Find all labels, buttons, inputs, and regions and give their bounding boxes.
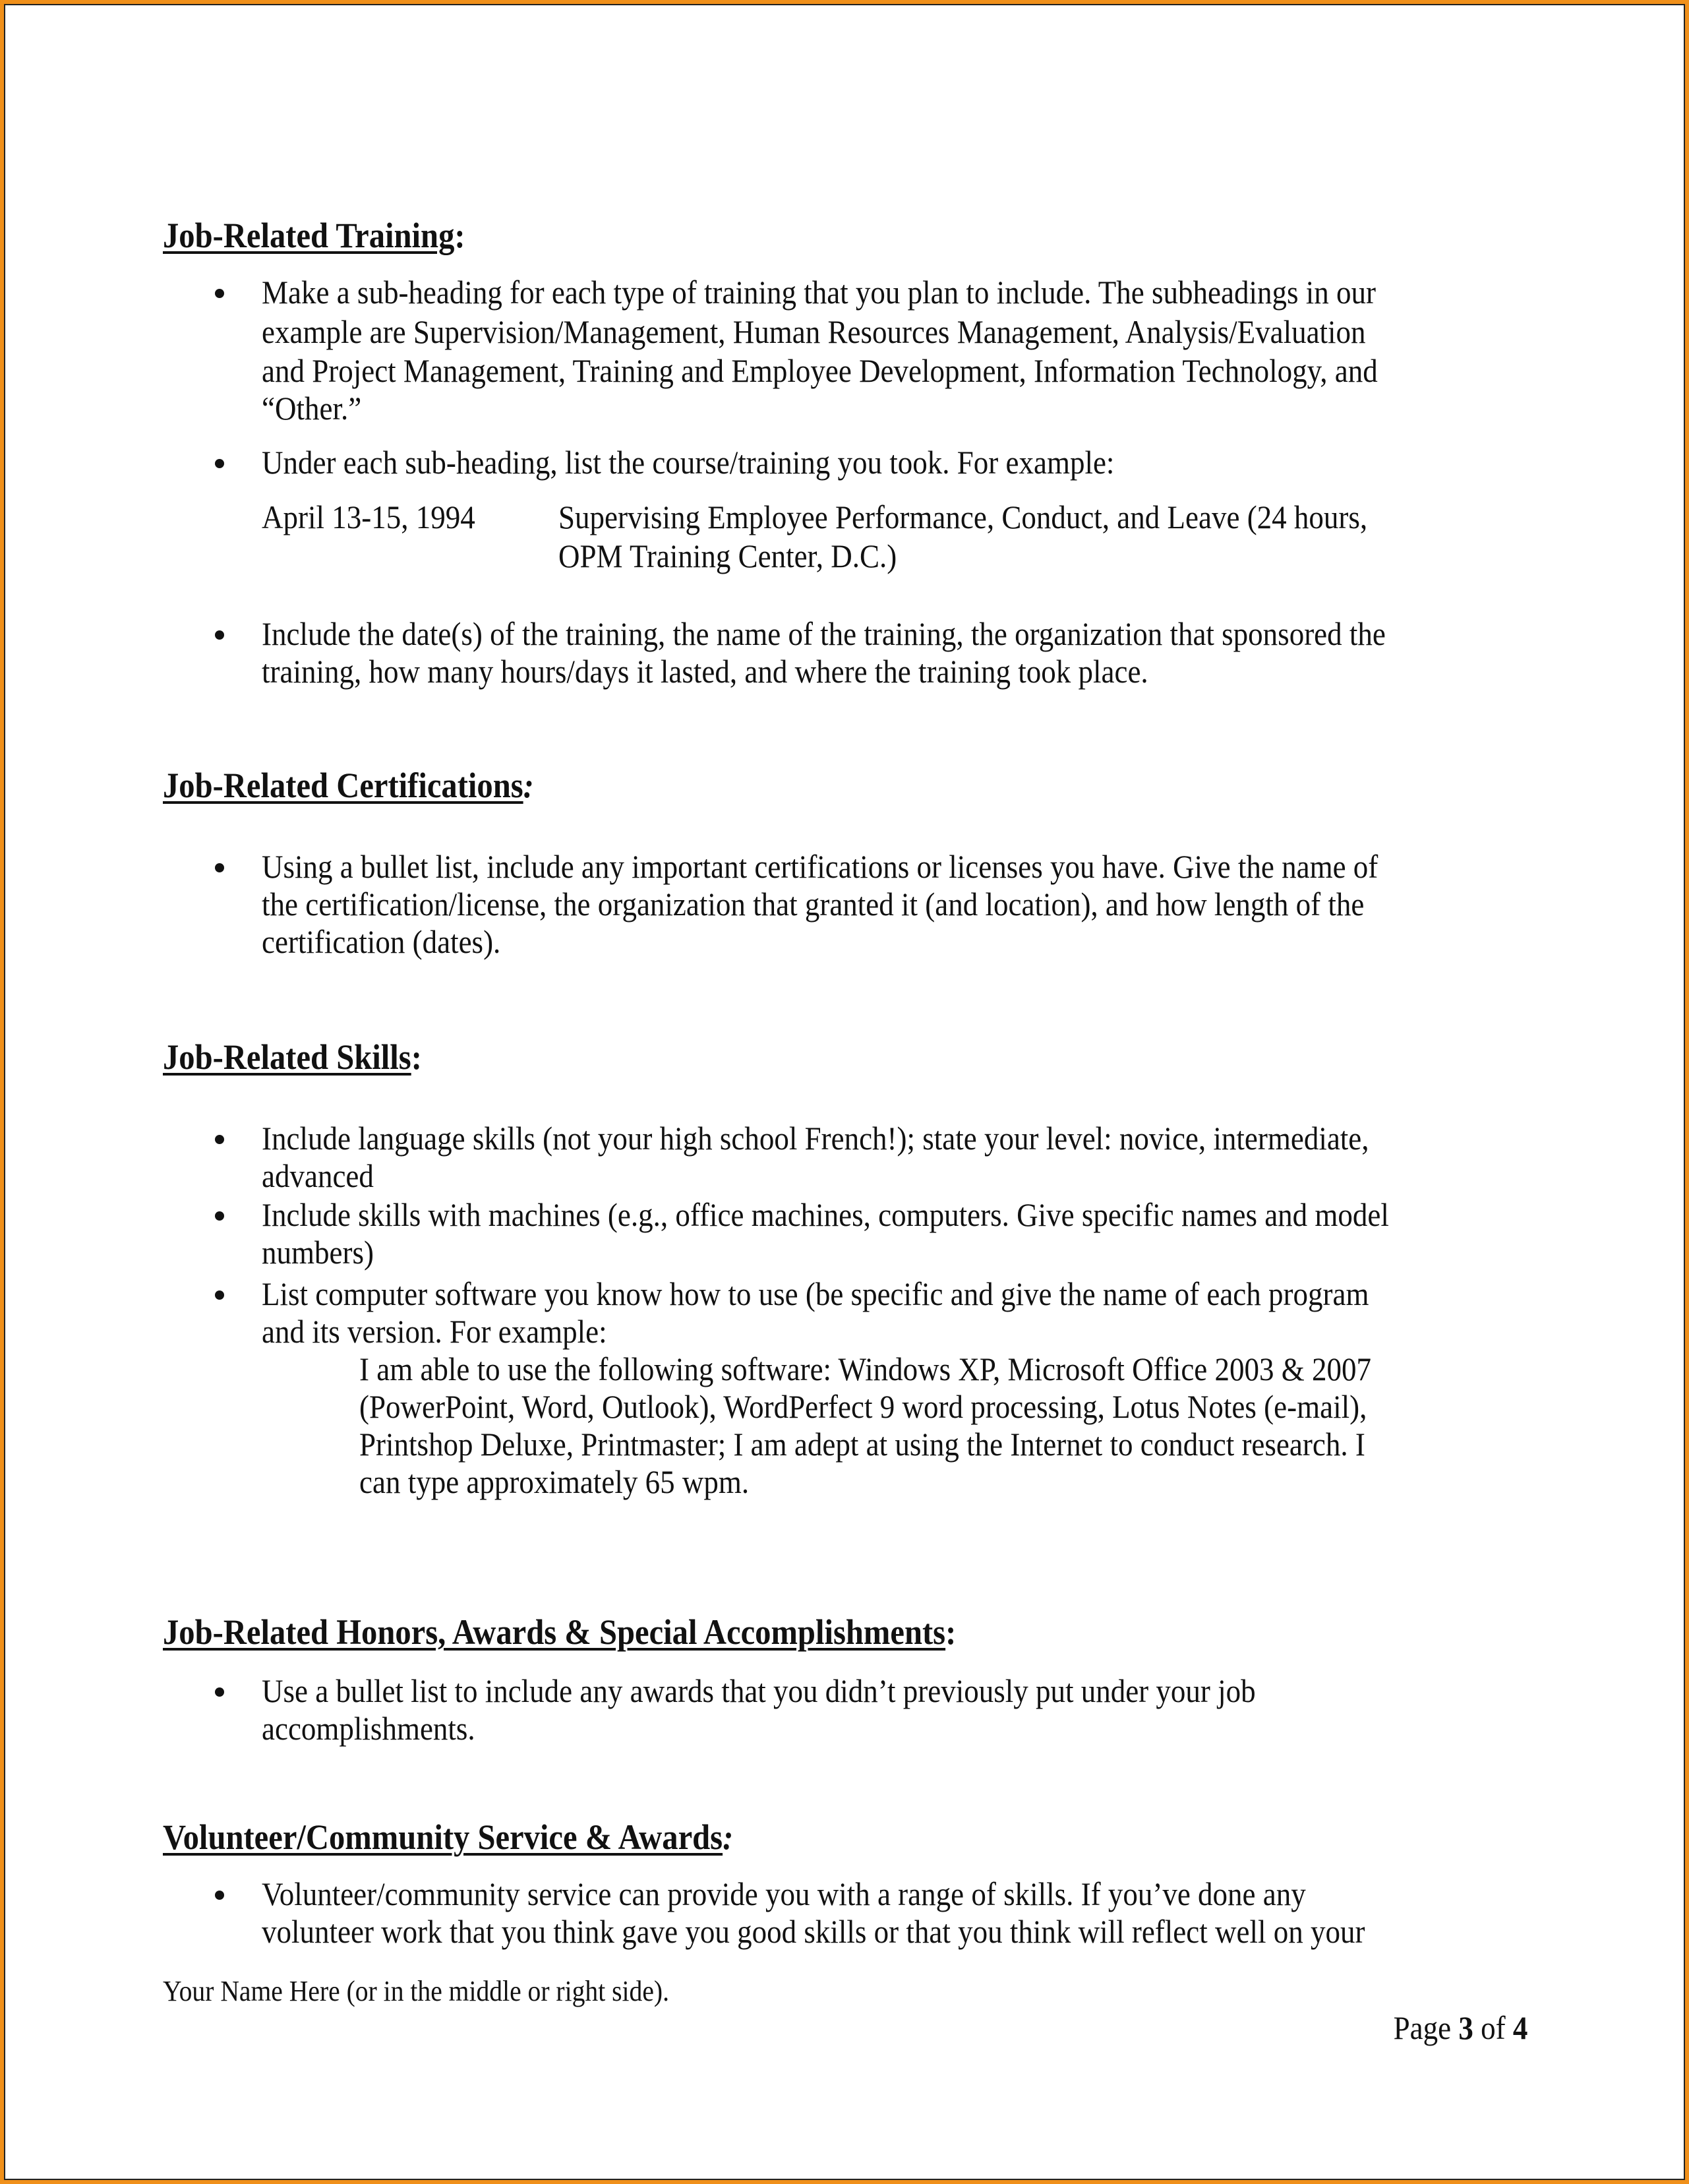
bullet-text-line: numbers) [262,1234,374,1271]
bullet-icon [215,1891,224,1900]
software-example-line: I am able to use the following software: Windows XP, Microsoft Office 2003 & 2007 [359,1350,1372,1387]
section-heading-text: Job-Related Training [163,216,455,255]
heading-colon: : [411,1037,422,1077]
heading-colon: : [523,766,534,805]
bullet-text-line: Make a sub-heading for each type of training that you plan to include. The subheadings in our [262,274,1376,311]
bullet-text-line: and Project Management, Training and Employee Development, Information Technology, and [262,352,1378,389]
bullet-icon [215,1687,224,1697]
bullet-icon [215,630,224,640]
example-description: Supervising Employee Performance, Conduct, and Leave (24 hours, [558,499,1368,535]
page-number-part: 3 [1458,2009,1473,2046]
bullet-text-line: Using a bullet list, include any important certifications or licenses you have. Give the name of [262,848,1378,885]
section-heading [163,216,465,255]
bullet-text-line: advanced [262,1157,374,1194]
page-number-part: 4 [1512,2009,1527,2046]
section-heading [163,1038,422,1076]
section-heading-text: Job-Related Skills [163,1037,411,1077]
bullet-icon [215,289,224,298]
bullet-text-line: example are Supervision/Management, Human Resources Management, Analysis/Evaluation [262,313,1366,350]
bullet-text-line: accomplishments. [262,1710,475,1747]
section-heading [163,766,534,804]
section-heading [163,1818,733,1856]
heading-colon: : [945,1612,957,1652]
bullet-text-line: Include the date(s) of the training, the name of the training, the organization that sponsored the [262,615,1386,652]
footer-name: Your Name Here (or in the middle or right side). [163,1975,670,2007]
bullet-icon [215,863,224,872]
software-example-line: (PowerPoint, Word, Outlook), WordPerfect 9 word processing, Lotus Notes (e-mail), [359,1388,1367,1425]
section-heading [163,1613,956,1651]
bullet-text-line: the certification/license, the organization that granted it (and location), and how length of the [262,886,1365,923]
bullet-text-line: “Other.” [262,390,362,427]
section-heading-text: Job-Related Certifications [163,766,523,805]
bullet-text-line: Use a bullet list to include any awards that you didn’t previously put under your job [262,1672,1256,1709]
heading-colon: : [723,1817,734,1857]
bullet-icon [215,459,224,468]
software-example-line: Printshop Deluxe, Printmaster; I am adept at using the Internet to conduct research. I [359,1426,1365,1463]
bullet-text-line: certification (dates). [262,923,501,960]
bullet-icon [215,1135,224,1144]
section-heading-text: Volunteer/Community Service & Awards [163,1817,723,1857]
bullet-text-line: and its version. For example: [262,1313,607,1350]
bullet-text-line: Volunteer/community service can provide you with a range of skills. If you’ve done any [262,1875,1306,1912]
bullet-text-line: Under each sub-heading, list the course/training you took. For example: [262,444,1115,481]
bullet-text-line: volunteer work that you think gave you good skills or that you think will reflect well on your [262,1913,1365,1950]
page-number-part: Page [1393,2009,1451,2046]
section-heading-text: Job-Related Honors, Awards & Special Accomplishments [163,1612,946,1652]
example-date: April 13-15, 1994 [262,499,475,535]
bullet-icon [215,1211,224,1221]
bullet-text-line: training, how many hours/days it lasted, and where the training took place. [262,653,1148,690]
example-description: OPM Training Center, D.C.) [558,537,897,574]
heading-colon: : [454,216,465,255]
bullet-icon [215,1290,224,1300]
bullet-text-line: List computer software you know how to use (be specific and give the name of each program [262,1275,1369,1312]
page-number [1393,2009,1527,2047]
bullet-text-line: Include skills with machines (e.g., office machines, computers. Give specific names and model [262,1196,1389,1233]
bullet-text-line: Include language skills (not your high school French!); state your level: novice, intermediate, [262,1120,1369,1157]
page-number-part: of [1480,2009,1506,2046]
software-example-line: can type approximately 65 wpm. [359,1463,750,1500]
